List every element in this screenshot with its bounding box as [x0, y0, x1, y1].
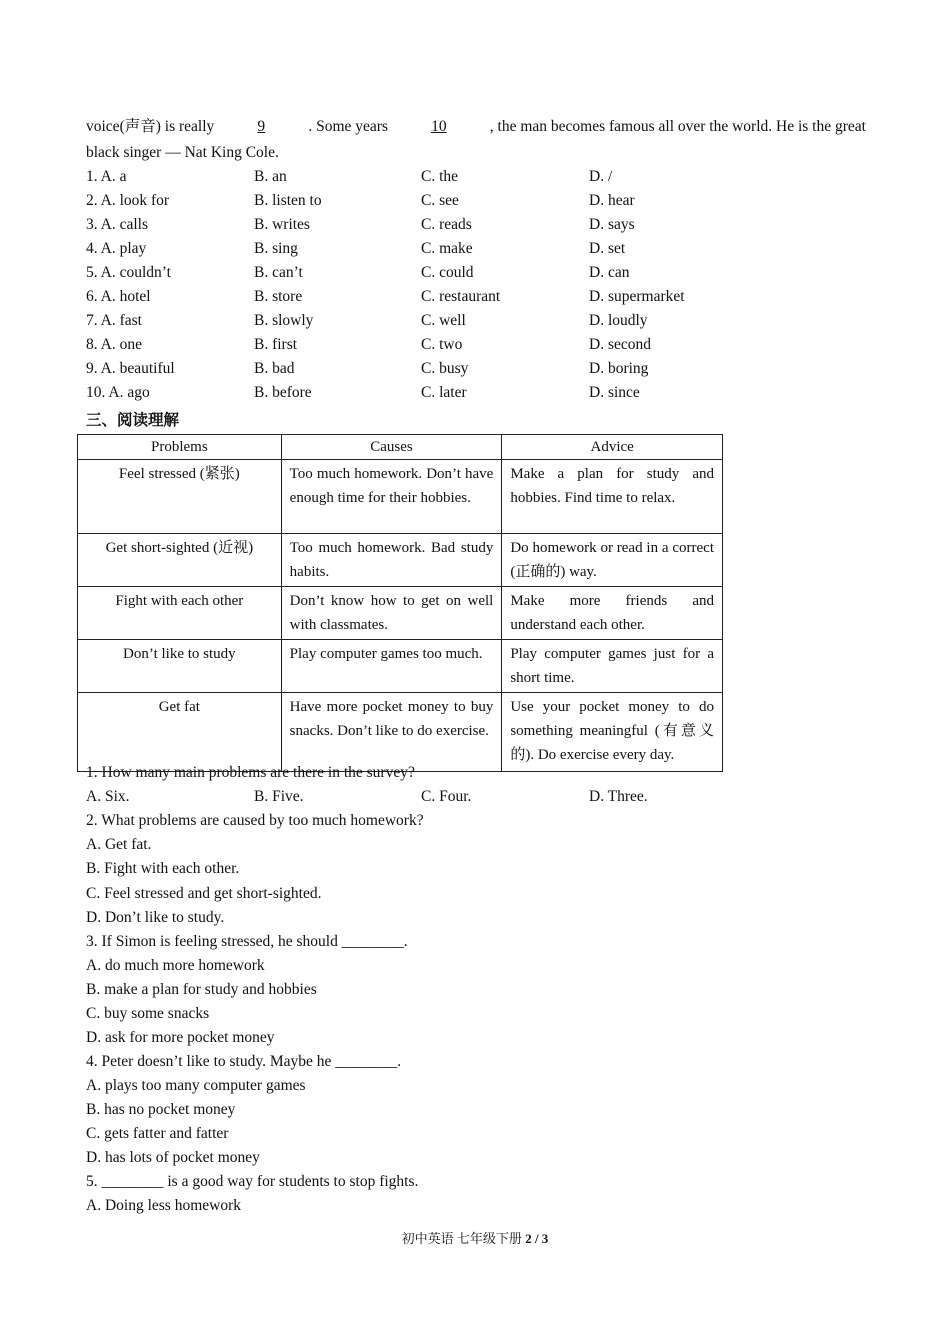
option-c: C. two — [421, 336, 463, 353]
cell-advice: Use your pocket money to do something meaningful (有意义的). Do exercise every day. — [502, 693, 723, 772]
question-line: D. has lots of pocket money — [86, 1149, 260, 1166]
option-d: D. loudly — [589, 312, 648, 329]
cloze-option-row — [86, 215, 786, 237]
option-d: D. boring — [589, 360, 649, 377]
option-b: B. an — [254, 168, 287, 185]
option-c: C. could — [421, 264, 474, 281]
cloze-option-row — [86, 383, 786, 405]
option-d: D. supermarket — [589, 288, 685, 305]
option-d: D. Three. — [589, 788, 648, 805]
question-line: C. gets fatter and fatter — [86, 1125, 229, 1142]
question-line: D. ask for more pocket money — [86, 1029, 275, 1046]
question-line: B. has no pocket money — [86, 1101, 236, 1118]
cell-cause: Too much homework. Don’t have enough time for their hobbies. — [281, 460, 502, 534]
page-footer — [0, 1228, 950, 1247]
table-row — [78, 587, 723, 640]
option-b: B. bad — [254, 360, 295, 377]
table-row — [78, 640, 723, 693]
option-d: D. since — [589, 384, 640, 401]
option-a: 5. A. couldn’t — [86, 264, 171, 281]
option-a: 10. A. ago — [86, 384, 150, 401]
cloze-option-row — [86, 167, 786, 189]
option-d: D. set — [589, 240, 626, 257]
header-causes: Causes — [281, 435, 502, 460]
option-a: 7. A. fast — [86, 312, 142, 329]
cloze-option-row — [86, 359, 786, 381]
option-b: B. writes — [254, 216, 310, 233]
table-row — [78, 460, 723, 534]
question-1-options — [86, 787, 786, 809]
passage-text-3: , the man becomes famous all over the world. He is the great — [489, 118, 866, 135]
cell-problem: Don’t like to study — [78, 640, 282, 693]
survey-table — [77, 434, 723, 772]
question-line: B. make a plan for study and hobbies — [86, 981, 317, 998]
option-b: B. Five. — [254, 788, 304, 805]
option-c: C. restaurant — [421, 288, 501, 305]
question-line: 3. If Simon is feeling stressed, he should ________. — [86, 933, 408, 950]
question-line: B. Fight with each other. — [86, 860, 240, 877]
option-a: 4. A. play — [86, 240, 147, 257]
passage-text-2: . Some years — [308, 118, 388, 135]
cell-advice: Make a plan for study and hobbies. Find time to relax. — [502, 460, 723, 534]
option-c: C. busy — [421, 360, 469, 377]
option-b: B. slowly — [254, 312, 314, 329]
table-row — [78, 534, 723, 587]
question-line: A. plays too many computer games — [86, 1077, 306, 1094]
option-d: D. can — [589, 264, 630, 281]
question-line: A. Doing less homework — [86, 1197, 241, 1214]
cell-advice: Play computer games just for a short time. — [502, 640, 723, 693]
question-line: C. buy some snacks — [86, 1005, 210, 1022]
option-b: B. store — [254, 288, 303, 305]
footer-label: 初中英语 七年级下册 — [401, 1231, 522, 1246]
question-1: 1. How many main problems are there in the survey? — [86, 764, 415, 781]
option-b: B. listen to — [254, 192, 322, 209]
cloze-option-row — [86, 287, 786, 309]
cell-cause: Don’t know how to get on well with classmates. — [281, 587, 502, 640]
option-b: B. first — [254, 336, 298, 353]
option-a: 2. A. look for — [86, 192, 170, 209]
cell-problem: Feel stressed (紧张) — [78, 460, 282, 534]
option-c: C. see — [421, 192, 459, 209]
cloze-option-row — [86, 335, 786, 357]
cell-problem: Fight with each other — [78, 587, 282, 640]
cell-cause: Too much homework. Bad study habits. — [281, 534, 502, 587]
option-d: D. / — [589, 168, 613, 185]
option-a: 8. A. one — [86, 336, 142, 353]
cell-problem: Get short-sighted (近视) — [78, 534, 282, 587]
question-line: 4. Peter doesn’t like to study. Maybe he ________. — [86, 1053, 402, 1070]
option-d: D. second — [589, 336, 651, 353]
option-a: 6. A. hotel — [86, 288, 151, 305]
option-c: C. well — [421, 312, 466, 329]
blank-9: 9 — [257, 118, 266, 135]
option-c: C. the — [421, 168, 459, 185]
option-d: D. hear — [589, 192, 635, 209]
cell-cause: Have more pocket money to buy snacks. Don’t like to do exercise. — [281, 693, 502, 772]
table-header-row — [78, 435, 723, 460]
passage-text-1: voice(声音) is really — [86, 118, 215, 135]
option-a: 1. A. a — [86, 168, 127, 185]
passage-line-2: black singer — Nat King Cole. — [86, 144, 279, 161]
cloze-option-row — [86, 239, 786, 261]
page-number: 2 / 3 — [525, 1231, 549, 1246]
cell-cause: Play computer games too much. — [281, 640, 502, 693]
option-c: C. make — [421, 240, 473, 257]
cell-advice: Do homework or read in a correct (正确的) way. — [502, 534, 723, 587]
option-d: D. says — [589, 216, 635, 233]
option-a: 9. A. beautiful — [86, 360, 175, 377]
question-line: A. do much more homework — [86, 957, 265, 974]
header-problems: Problems — [78, 435, 282, 460]
cloze-option-row — [86, 263, 786, 285]
cloze-option-row — [86, 191, 786, 213]
section-title: 三、阅读理解 — [86, 411, 180, 429]
blank-10: 10 — [431, 118, 447, 135]
question-line: 5. ________ is a good way for students to stop fights. — [86, 1173, 419, 1190]
option-a: 3. A. calls — [86, 216, 148, 233]
option-b: B. sing — [254, 240, 298, 257]
table-row — [78, 693, 723, 772]
option-b: B. before — [254, 384, 312, 401]
option-a: A. Six. — [86, 788, 130, 805]
option-c: C. Four. — [421, 788, 472, 805]
header-advice: Advice — [502, 435, 723, 460]
option-b: B. can’t — [254, 264, 303, 281]
cell-problem: Get fat — [78, 693, 282, 772]
option-c: C. later — [421, 384, 467, 401]
option-c: C. reads — [421, 216, 472, 233]
question-line: 2. What problems are caused by too much homework? — [86, 812, 424, 829]
cell-advice: Make more friends and understand each other. — [502, 587, 723, 640]
cloze-option-row — [86, 311, 786, 333]
passage-line-1 — [86, 117, 866, 137]
question-line: D. Don’t like to study. — [86, 909, 225, 926]
question-line: C. Feel stressed and get short-sighted. — [86, 885, 322, 902]
question-line: A. Get fat. — [86, 836, 152, 853]
